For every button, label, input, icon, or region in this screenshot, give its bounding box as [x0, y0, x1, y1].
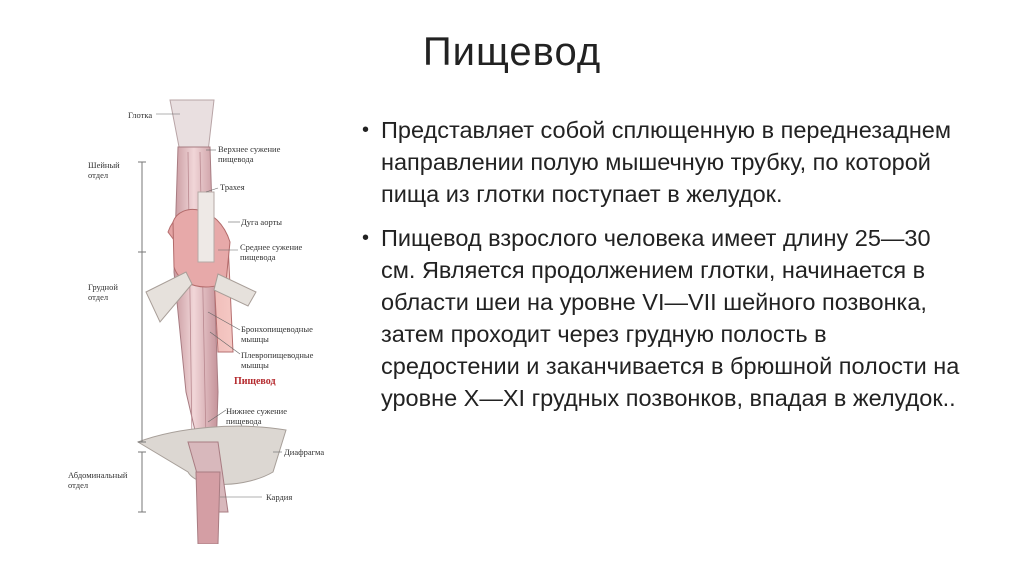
label-thoracic-section: Грудной отдел [88, 282, 118, 302]
label-lower-narrowing: Нижнее сужение пищевода [226, 406, 287, 426]
label-esophagus: Пищевод [234, 376, 276, 387]
label-bronchoesophageal-muscles: Бронхопищеводные мышцы [241, 324, 313, 344]
label-cervical-section: Шейный отдел [88, 160, 120, 180]
bullet-text: Представляет собой сплющенную в переднезаднем направлении полую мышечную трубку, по которой пища из глотки поступает в желудок. [381, 117, 952, 207]
slide-title: Пищевод [422, 30, 602, 74]
bullet-item [362, 114, 962, 210]
label-aortic-arch: Дуга аорты [241, 217, 283, 227]
label-cardia: Кардия [266, 492, 293, 502]
bullet-glyph: • [362, 227, 370, 249]
label-upper-narrowing: Верхнее сужение пищевода [218, 144, 281, 164]
bullet-item [362, 222, 962, 414]
bullet-list [362, 114, 962, 426]
label-diaphragm: Диафрагма [284, 447, 325, 457]
label-abdominal-section: Абдоминальный отдел [68, 470, 128, 490]
bullet-glyph: • [362, 119, 370, 141]
label-pleuroesophageal-muscles: Плевропищеводные мышцы [241, 350, 314, 370]
label-trachea: Трахея [220, 182, 245, 192]
label-middle-narrowing: Среднее сужение пищевода [240, 242, 303, 262]
bullet-text: Пищевод взрослого человека имеет длину 25—30 см. Является продолжением глотки, начинается в области шеи на уровне VI—VII шейного позвонка, затем проходит через грудную полость в средостении и заканчивается в брюшной полости на уровне X—XI грудных позвонков, впадая в желудок.. [381, 225, 960, 411]
label-pharynx: Глотка [128, 110, 153, 120]
esophagus-anatomy-figure [68, 92, 358, 544]
